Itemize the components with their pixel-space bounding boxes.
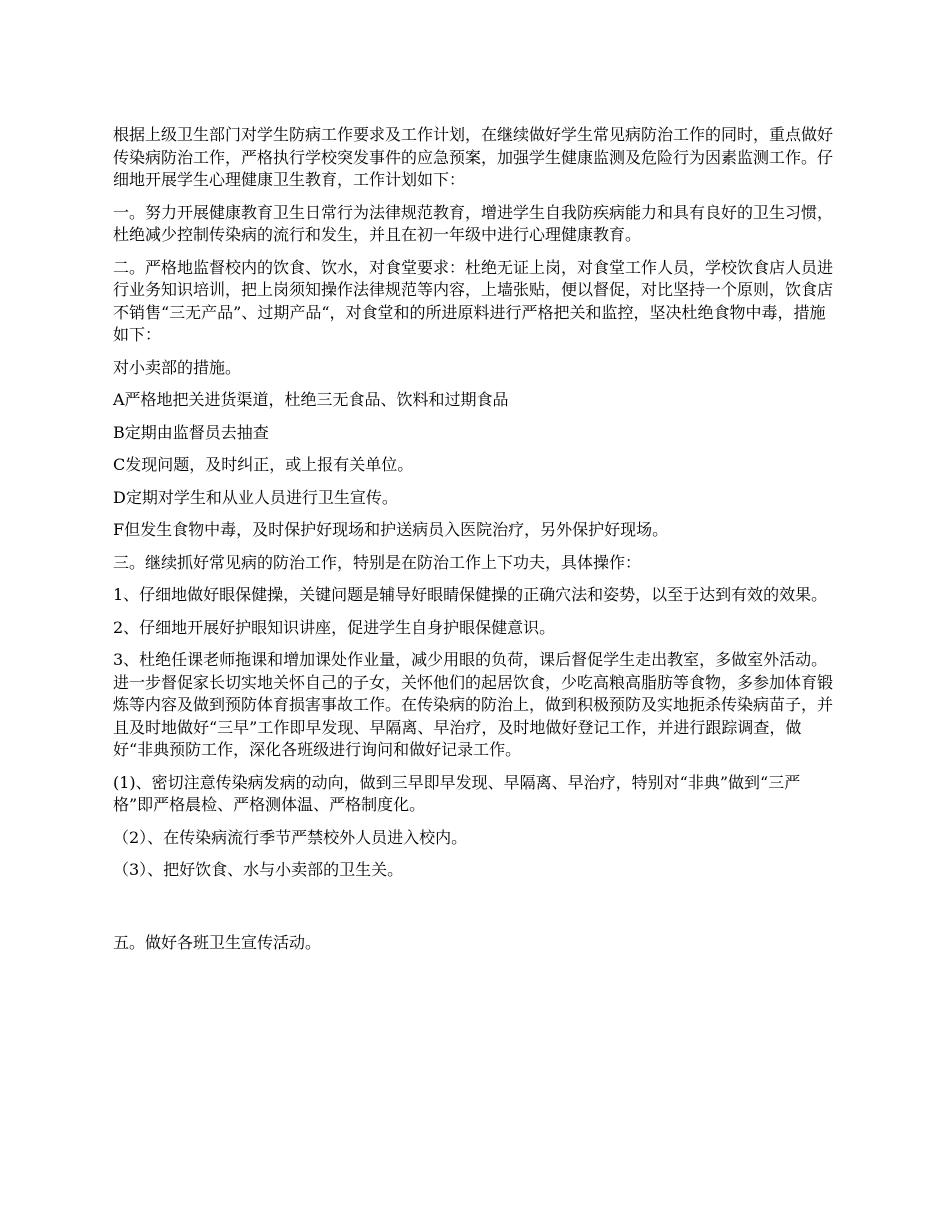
list-item-1: 1、仔细地做好眼保健操，关键问题是辅导好眼睛保健操的正确穴法和姿势，以至于达到有效的效果。	[113, 585, 828, 604]
blank-gap	[113, 892, 838, 932]
document-body	[113, 124, 838, 964]
list-item-d: D定期对学生和从业人员进行卫生宣传。	[113, 487, 398, 507]
list-item-f: F但发生食物中毒，及时保护好现场和护送病员入医院治疗，另外保护好现场。	[113, 520, 669, 539]
sub-item-1: (1)、密切注意传染病发病的动向，做到三早即早发现、早隔离、早治疗，特别对“非典”做到“三严格”即严格晨检、严格测体温、严格制度化。	[113, 772, 801, 814]
paragraph-intro: 根据上级卫生部门对学生防病工作要求及工作计划，在继续做好学生常见病防治工作的同时，重点做好传染病防治工作，严格执行学校突发事件的应急预案，加强学生健康监测及危险行为因素监测工作。仔细地开展学生心理健康卫生教育，工作计划如下：	[113, 125, 834, 189]
list-item-3: 3、杜绝任课老师拖课和增加课处作业量，减少用眼的负荷，课后督促学生走出教室，多做室外活动。进一步督促家长切实地关怀自己的子女，关怀他们的起居饮食，少吃高粮高脂肪等食物，多参加体育锻炼等内容及做到预防体育损害事故工作。在传染病的防治上，做到积极预防及实地扼杀传染病苗子，并且及时地做好“三早”工作即早发现、早隔离、早治疗，及时地做好登记工作，并进行跟踪调查，做好“非典预防工作，深化各班级进行询问和做好记录工作。	[113, 650, 834, 759]
paragraph-shop-measures: 对小卖部的措施。	[113, 357, 242, 377]
paragraph-section-1: 一。努力开展健康教育卫生日常行为法律规范教育，增进学生自我防疾病能力和具有良好的卫生习惯，杜绝减少控制传染病的流行和发生，并且在初一年级中进行心理健康教育。	[113, 202, 834, 244]
list-item-a: A严格地把关进货渠道，杜绝三无食品、饮料和过期食品	[113, 390, 509, 409]
sub-item-2: （2）、在传染病流行季节严禁校外人员进入校内。	[113, 827, 468, 847]
list-item-2: 2、仔细地开展好护眼知识讲座，促进学生自身护眼保健意识。	[113, 617, 556, 637]
paragraph-section-3: 三。继续抓好常见病的防治工作，特别是在防治工作上下功夫，具体操作：	[113, 552, 642, 572]
list-item-b: B定期由监督员去抽查	[113, 422, 269, 442]
list-item-c: C发现问题，及时纠正，或上报有关单位。	[113, 455, 414, 474]
paragraph-section-2: 二。严格地监督校内的饮食、饮水，对食堂要求：杜绝无证上岗，对食堂工作人员，学校饮食店人员进行业务知识培训，把上岗须知操作法律规范等内容，上墙张贴，便以督促，对比坚持一个原则，饮食店不销售“三无产品”、过期产品“，对食堂和的所进原料进行严格把关和监控，坚决杜绝食物中毒，措施如下：	[113, 257, 834, 344]
paragraph-section-5: 五。做好各班卫生宣传活动。	[113, 932, 322, 952]
sub-item-3: （3）、把好饮食、水与小卖部的卫生关。	[113, 860, 404, 879]
